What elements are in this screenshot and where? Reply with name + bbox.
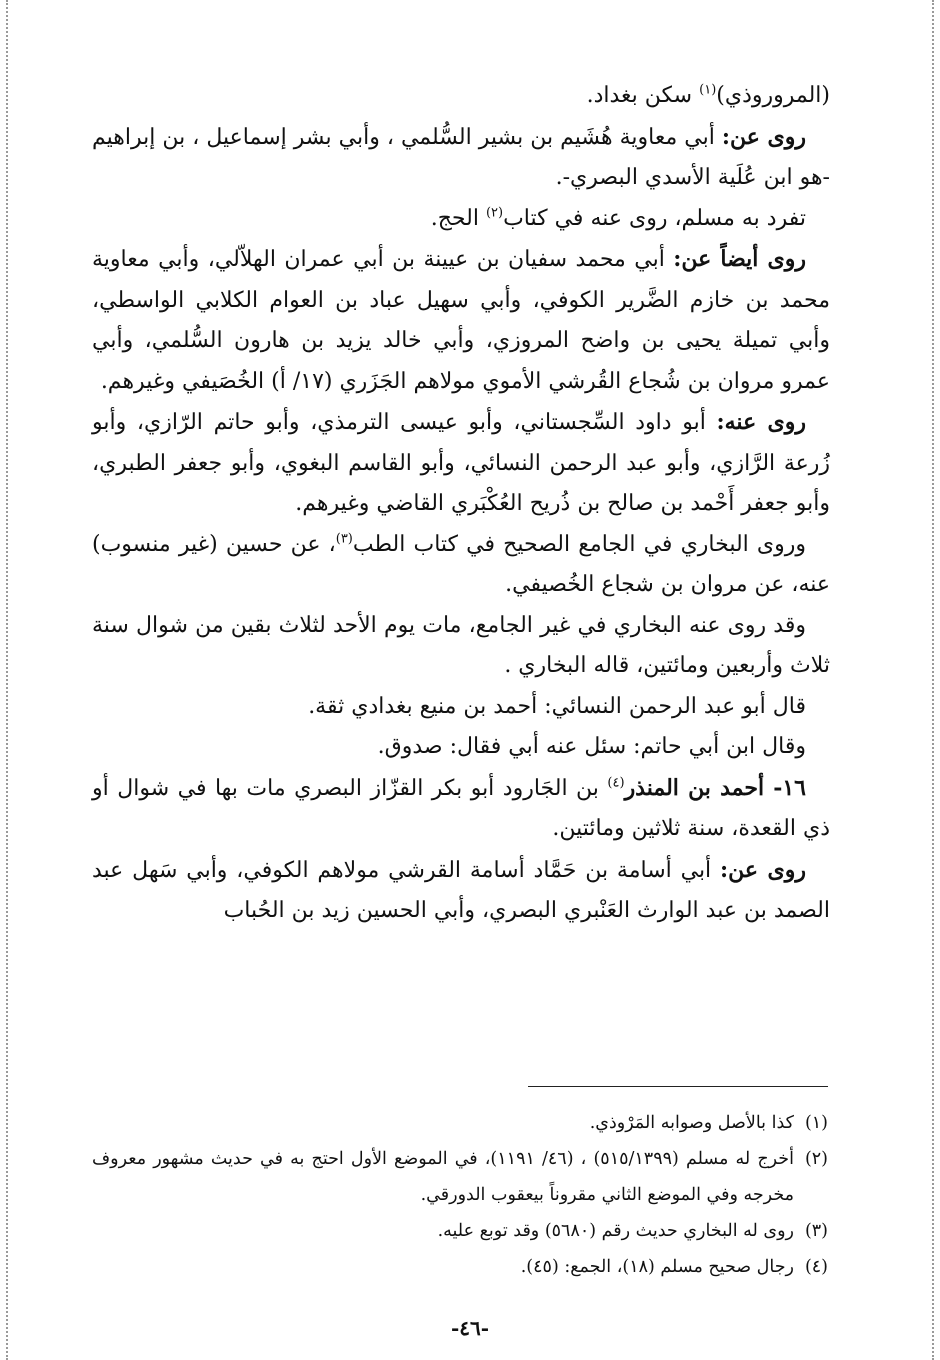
paragraph-text: أبي أسامة بن حَمَّاد أسامة القرشي مولاهم الكوفي، وأبي سَهل عبد الصمد بن عبد الوارث العَنْبري البصري، وأبي الحسين زيد بن الحُباب [92, 857, 830, 923]
footnote-number: (٤) [804, 1257, 828, 1277]
paragraph-text-cont: سكن بغداد. [586, 83, 700, 108]
footnote-2 [92, 1141, 828, 1213]
paragraph-text-cont: بن الجَارود أبو بكر القزّاز البصري مات بها في شوال أو ذي القعدة، سنة ثلاثين ومائتين. [92, 775, 830, 841]
footnote-separator [528, 1086, 828, 1087]
footnote-ref: (٤) [607, 775, 625, 791]
section-label: روى أيضاً عن: [673, 246, 806, 272]
page-number: -٤٦- [450, 1316, 490, 1340]
footnote-ref: (٢) [485, 205, 504, 221]
footnote-number: (٣) [804, 1221, 828, 1241]
paragraph-text-cont: الحج. [430, 205, 486, 231]
paragraph-2 [92, 117, 830, 199]
paragraph-text: وقد روى عنه البخاري في غير الجامع، مات يوم الأحد لثلاث بقين من شوال سنة ثلاث وأربعين ومائتين، قاله البخاري . [92, 612, 830, 678]
footnote-number: (١) [804, 1113, 828, 1133]
right-margin-dotted-line [932, 0, 934, 1360]
footnote-text: رجال صحيح مسلم (١٨)، الجمع: (٤٥). [520, 1257, 794, 1277]
section-label: روى عن: [721, 123, 806, 150]
footnote-4 [92, 1249, 828, 1285]
paragraph-text-cont: ، عن حسين (غير منسوب) عنه، عن مروان بن شجاع الخُصيفي. [92, 531, 830, 597]
paragraph-11 [92, 850, 830, 932]
paragraph-5 [92, 402, 830, 525]
paragraph-10-entry-heading [92, 768, 830, 850]
main-text [92, 76, 830, 932]
entry-heading: ١٦- أحمد بن المنذر [624, 774, 806, 801]
footnote-ref: (١) [699, 82, 717, 98]
paragraph-text: أبو داود السِّجستاني، وأبو عيسى الترمذي، وأبو حاتم الرّازي، وأبو زُرعة الرَّازي، وأبو عبد الرحمن النسائي، وأبو القاسم البغوي، وأبو جعفر الطبري، وأبو جعفر أَحْمد بن صالح بن ذُريح العُكْبَري القاضي وغيرهم. [92, 410, 830, 516]
paragraph-text: أبي محمد سفيان بن عيينة بن أبي عمران الهلاّلي، وأبي معاوية محمد بن خازم الضَّرير الكوفي، وأبي سهيل عباد بن العوام الكلابي الواسطي، وأبي تميلة يحيى بن واضح المروزي، وأبي خالد يزيد بن هارون السُّلمي، وأبي عمرو مروان بن شُجاع القُرشي الأموي مولاهم الجَزَري (١٧/ أ) الخُصَيفي وغيرهم. [92, 247, 830, 394]
paragraph-text: (المروروذي) [716, 83, 830, 108]
section-label: روى عن: [720, 856, 807, 883]
paragraph-text: وقال ابن أبي حاتم: سئل عنه أبي فقال: صدوق. [377, 734, 806, 759]
paragraph-7 [92, 606, 830, 687]
paragraph-3 [92, 199, 830, 240]
footnote-ref: (٣) [335, 531, 353, 547]
footnotes [92, 1105, 828, 1285]
paragraph-text: أبي معاوية هُشَيم بن بشير السُّلمي ، وأبي بشر إسماعيل ، بن إبراهيم -هو ابن عُلَية الأسدي البصري-. [92, 124, 830, 190]
left-margin-dotted-line [6, 0, 8, 1360]
footnote-text: كذا بالأصل وصوابه المَرْوذي. [589, 1113, 794, 1133]
paragraph-6 [92, 525, 830, 606]
paragraph-text: تفرد به مسلم، روى عنه في كتاب [503, 205, 806, 231]
footnote-number: (٢) [804, 1149, 828, 1169]
footnote-3 [92, 1213, 828, 1249]
footnote-text: أخرج له مسلم (٥١٥/١٣٩٩) ، (٤٦/ ١١٩١)، في الموضع الأول احتج به في حديث مشهور معروف مخرجه وفي الموضع الثاني مقروناً بيعقوب الدورقي. [92, 1149, 794, 1205]
paragraph-8 [92, 687, 830, 728]
paragraph-1 [92, 76, 830, 117]
paragraph-text: وروى البخاري في الجامع الصحيح في كتاب الطب [352, 531, 807, 557]
paragraph-text: قال أبو عبد الرحمن النسائي: أحمد بن منيع بغدادي ثقة. [308, 693, 806, 719]
paragraph-9 [92, 727, 830, 768]
paragraph-4 [92, 239, 830, 402]
footnote-text: روى له البخاري حديث رقم (٥٦٨٠) وقد توبع عليه. [437, 1221, 794, 1241]
section-label: روى عنه: [716, 409, 806, 435]
footnote-1 [92, 1105, 828, 1141]
